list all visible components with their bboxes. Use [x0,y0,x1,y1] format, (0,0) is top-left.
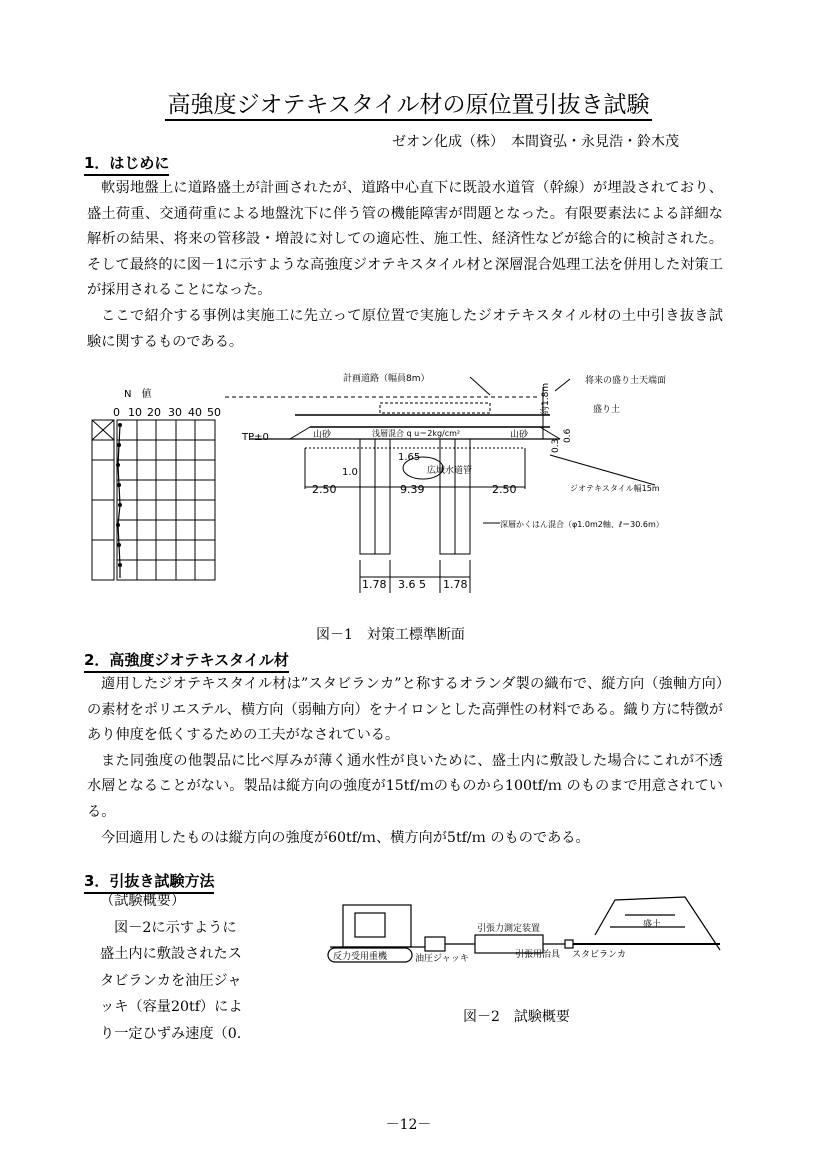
text-line: ッキ（容量20tf）によ [100,999,243,1015]
text-line: タビランカを油圧ジャ [100,972,242,989]
jack-label: 油圧ジャッキ [415,954,469,964]
subheading: （試験概要） [100,893,186,909]
road-label: 計画道路（幅員8m） [343,374,430,384]
n-tick: 20 [147,406,161,419]
authors: ゼオン化成（株） 本間資弘・永見浩・鈴木茂 [392,134,679,150]
height-06: 0.6 [563,428,573,443]
text-line: 盛土内に敷設されたス [100,946,242,962]
figure-2-test-setup [325,885,725,975]
dim-250-left: 2.50 [312,483,337,496]
paper-title: 高強度ジオテキスタイル材の原位置引抜き試験 [0,86,817,119]
dim-165: 1.65 [398,452,421,463]
n-tick: 0 [113,406,120,419]
geotextile-label: ジオテキスタイル幅15m [570,484,660,493]
dim-178-right: 1.78 [443,578,468,591]
reaction-label: 反力受用重機 [333,952,388,962]
n-value-label: N 値 [124,389,152,400]
n-value-grid [92,420,215,580]
figure-1-cross-section [80,365,750,615]
section-2-body [87,672,723,851]
n-tick: 50 [207,406,221,419]
dim-178-left: 1.78 [362,578,387,591]
paragraph: また同強度の他製品に比べ厚みが薄く通水性が良いために、盛土内に敷設した場合にこれが不透水層となることがない。製品は縦方向の強度が15tf/ｍのものから100tf/ｍ のものまで用意されている。 [87,752,723,820]
shallow-mixing-label: 浅層混合 q u＝2kg/cm² [372,429,461,438]
meter-label: 引張力測定装置 [477,924,541,934]
height-03: 0.3 [551,438,561,453]
paragraph: 適用したジオテキスタイル材は”スタビランカ”と称するオランダ製の織布で、縦方向（強軸方向）の素材をポリエステル、横方向（弱軸方向）をナイロンとした高弾性の材料である。織り方に特徴があり伸度を低くするための工夫がなされている。 [87,676,723,744]
fill-label: 盛土 [643,920,662,930]
text-line: り一定ひずみ速度（0. [100,1025,242,1042]
future-fill-label: 将来の盛り土天端面 [585,376,667,386]
n-tick: 10 [128,406,142,419]
sand-right-label: 山砂 [510,430,529,440]
deep-mixing-label: 深層かくはん混合（φ1.0m2軸、ℓ＝30.6m） [500,520,664,529]
tp-label: TP±0 [242,432,269,443]
height-18: 約1.8m [541,382,551,415]
dim-365: 3.6 5 [398,578,426,591]
sand-left-label: 山砂 [313,430,332,440]
dim-939: 9.39 [400,483,425,496]
paragraph: 今回適用したものは縦方向の強度が60tf/ｍ、横方向が5tf/ｍ のものである。 [101,829,590,846]
jig-label: 引張用治具 [515,950,561,960]
section-3-body [100,888,280,1047]
text-line: 図－2に示すように [114,919,237,936]
paragraph: ここで紹介する事例は実施工に先立って原位置で実施したジオテキスタイル材の土中引き抜き試験に関するものである。 [87,307,723,350]
reaction-machine [343,905,411,947]
fill-label: 盛り土 [593,405,621,415]
dim-250-right: 2.50 [492,483,517,496]
figure-2-caption: 図－2 試験概要 [463,1009,570,1025]
stabilanka-label: スタビランカ [572,950,627,960]
section-1-body [87,176,723,355]
dim-10: 1.0 [342,467,358,478]
section-2-heading: 2．高強度ジオテキスタイル材 [84,649,289,673]
section-3-heading: 3．引抜き試験方法 [84,870,214,894]
n-tick: 40 [188,406,202,419]
n-tick: 30 [168,406,182,419]
pipe-label: 広域水道管 [427,466,473,476]
paragraph: 軟弱地盤上に道路盛土が計画されたが、道路中心直下に既設水道管（幹線）が埋設されており、盛土荷重、交通荷重による地盤沈下に伴う管の機能障害が問題となった。有限要素法による詳細な解析の結果、将来の管移設・増設に対しての適応性、施工性、経済性などが総合的に検討された。そして最終的に図－1に示すような高強度ジオテキスタイル材と深層混合処理工法を併用した対策工が採用されることになった。 [87,180,723,299]
section-1-heading: 1．はじめに [84,152,169,176]
page-number: －12－ [385,1117,432,1133]
figure-1-caption: 図－1 対策工標準断面 [316,627,465,643]
